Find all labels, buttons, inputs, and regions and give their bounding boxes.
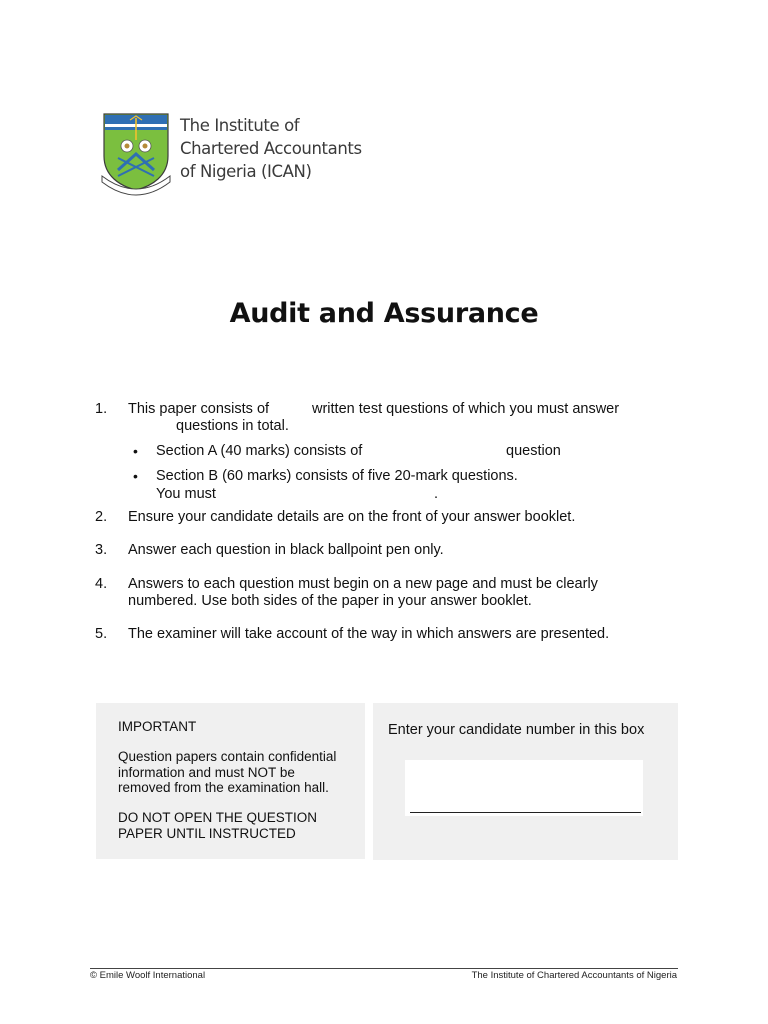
section-b-text-line2: You must [156, 486, 216, 502]
paper-title: Audit and Assurance [229, 298, 539, 329]
candidate-number-input[interactable] [405, 760, 643, 816]
section-a-text: Section A (40 marks) consists of [156, 443, 363, 459]
org-name-line-3: of Nigeria (ICAN) [180, 162, 312, 181]
section-a-bullet: • [133, 443, 138, 459]
instruction-1-text-line2: questions in total. [176, 418, 289, 434]
candidate-number-label: Enter your candidate number in this box [388, 722, 645, 738]
instruction-1-text: This paper consists of [128, 401, 270, 417]
footer-divider [90, 968, 678, 969]
important-para2-line1: DO NOT OPEN THE QUESTION [118, 810, 318, 825]
ican-crest-logo [100, 110, 172, 200]
instruction-5-text: The examiner will take account of the way in which answers are presented. [128, 626, 610, 642]
important-para1-line1: Question papers contain confidential [118, 749, 337, 764]
instruction-3-number: 3. [95, 542, 108, 558]
important-para1-line3: removed from the examination hall. [118, 780, 329, 795]
instruction-1-number: 1. [95, 401, 108, 417]
important-para1-line2: information and must NOT be [118, 765, 295, 780]
instruction-5-number: 5. [95, 626, 108, 642]
instruction-2-number: 2. [95, 509, 108, 525]
important-para2-line2: PAPER UNTIL INSTRUCTED [118, 826, 296, 841]
instruction-3-text: Answer each question in black ballpoint pen only. [128, 542, 444, 558]
important-heading: IMPORTANT [118, 719, 197, 734]
instruction-4-text-line2: numbered. Use both sides of the paper in your answer booklet. [128, 593, 532, 609]
section-b-text: Section B (60 marks) consists of five 20-mark questions. [156, 468, 518, 484]
org-name-line-1: The Institute of [180, 116, 300, 135]
candidate-number-underline [410, 812, 641, 813]
section-b-text-end: . [434, 486, 439, 502]
footer-institute: The Institute of Chartered Accountants of Nigeria [471, 970, 677, 981]
footer-copyright: © Emile Woolf International [90, 970, 206, 981]
instruction-4-text: Answers to each question must begin on a new page and must be clearly [128, 576, 598, 592]
instruction-2-text: Ensure your candidate details are on the front of your answer booklet. [128, 509, 576, 525]
instruction-4-number: 4. [95, 576, 108, 592]
section-a-text-b: question [506, 443, 561, 459]
section-b-bullet: • [133, 468, 138, 484]
org-name-line-2: Chartered Accountants [180, 139, 362, 158]
instruction-1-text-b: written test questions of which you must answer [312, 401, 620, 417]
